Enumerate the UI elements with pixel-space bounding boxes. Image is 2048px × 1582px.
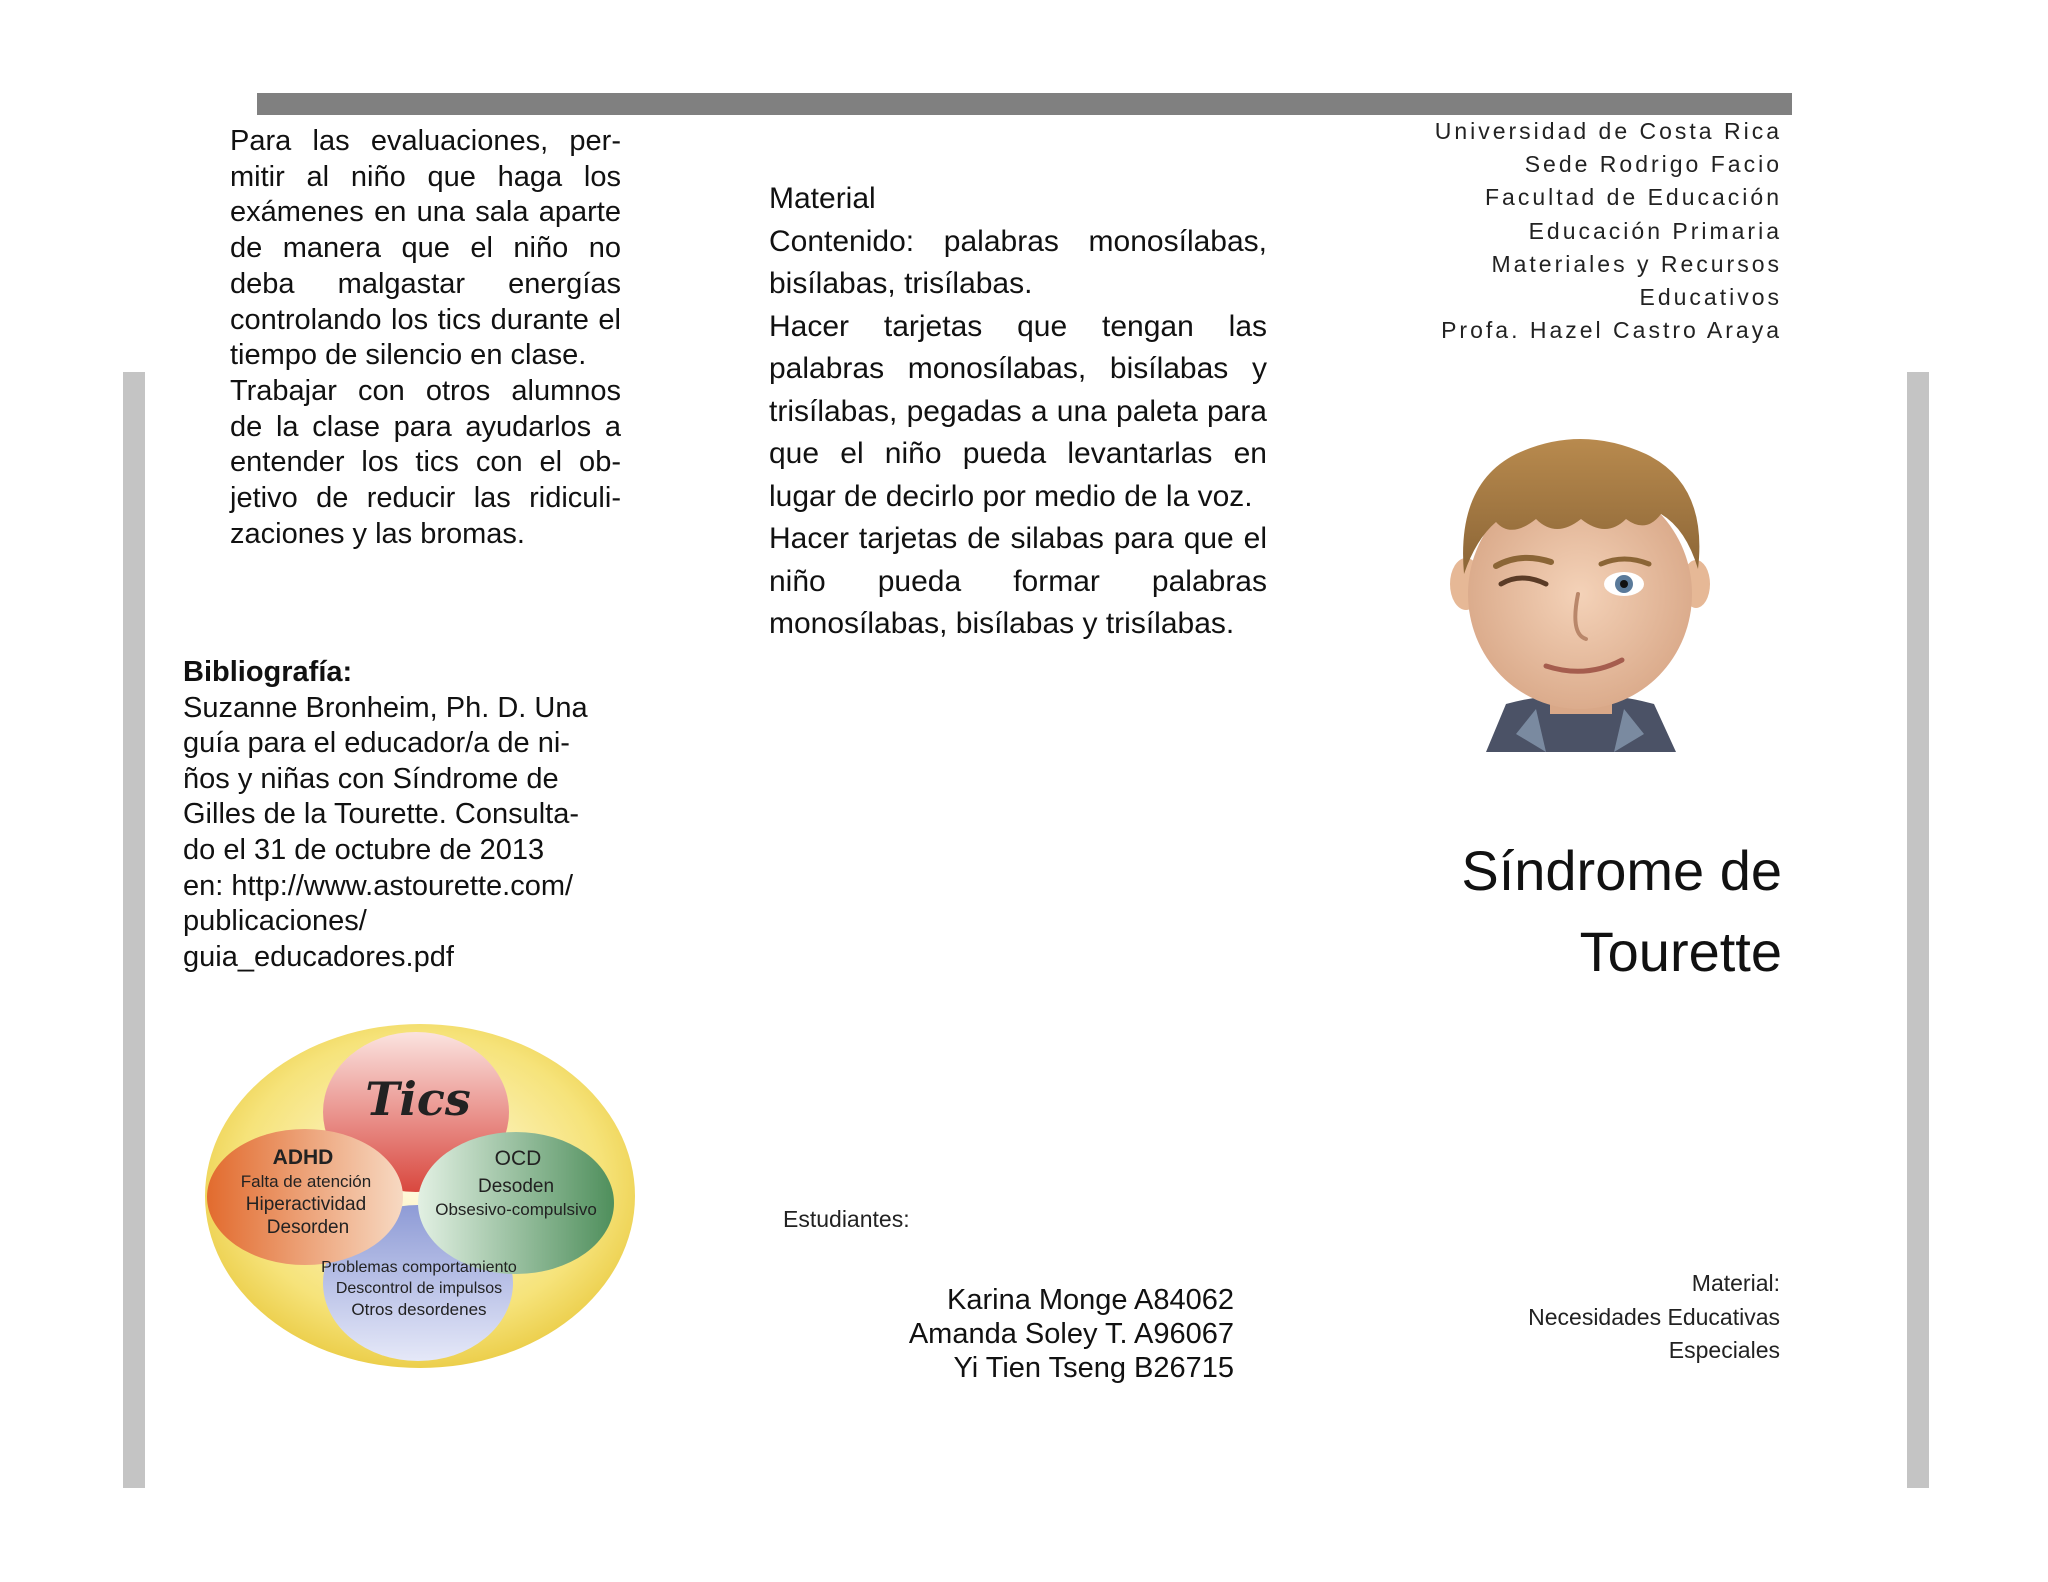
institution-line: Materiales y Recursos [1491, 250, 1782, 277]
diagram-ocd-line: Desoden [477, 1176, 555, 1197]
institution-line: Educación Primaria [1528, 217, 1782, 244]
document-title [1380, 830, 1782, 992]
material-content: Contenido: palabras monosílabas, bisílabas, trisílabas. [769, 224, 1267, 300]
diagram-other-line: Problemas comportamiento [321, 1259, 517, 1276]
diagram-tics-label: Tics [365, 1072, 471, 1126]
subject-line: Necesidades Educativas [1528, 1303, 1780, 1330]
material-activity-syllables: Hacer tarjetas de silabas para que el niño pueda formar palabras monosílabas, bisílabas y trisílabas. [769, 522, 1267, 640]
diagram-other-line: Descontrol de impulsos [335, 1280, 503, 1297]
diagram-adhd-line: Hiperactividad [245, 1194, 367, 1215]
tics-diagram [200, 1020, 640, 1372]
diagram-adhd-title: ADHD [272, 1146, 334, 1169]
diagram-ocd-line: Obsesivo-compulsivo [435, 1200, 597, 1219]
recommendation-exams: Para las evaluaciones, permitir al niño que haga los exámenes en una sala aparte de manera que el niño no deba malgastar energías controlando los tics durante el tiempo de silencio en clase. [230, 125, 621, 372]
institution-line: Educativos [1639, 284, 1782, 311]
student-name: Yi Tien Tseng B26715 [953, 1352, 1234, 1384]
left-margin-bar [123, 372, 145, 1488]
document-title-line: Síndrome de [1461, 839, 1782, 902]
subject-line: Material: [1691, 1270, 1780, 1296]
institution-line: Profa. Hazel Castro Araya [1441, 317, 1782, 344]
bibliography-reference: Suzanne Bronheim, Ph. D. Una guía para el educador/a de ni- ños y niñas con Síndrome de Gilles de la Tourette. Consulta- do el 31 de octubre de 2013 en: http://www.astourette.com/ publicaciones/ guia_educadores.pdf [183, 691, 588, 973]
diagram-adhd-line: Desorden [266, 1217, 350, 1238]
institution-line: Facultad de Educación [1485, 184, 1782, 211]
diagram-other-line: Otros desordenes [351, 1300, 487, 1319]
recommendation-classmates: Trabajar con otros alumnos de la clase para ayudarlos a entender los tics con el objetivo de reducir las ridiculizaciones y las bromas. [230, 374, 621, 550]
institution-line: Universidad de Costa Rica [1434, 118, 1782, 144]
student-name: Amanda Soley T. A96067 [908, 1318, 1234, 1350]
bibliography [183, 655, 633, 975]
institution-line: Sede Rodrigo Facio [1524, 151, 1782, 178]
right-margin-bar [1907, 372, 1929, 1488]
diagram-adhd-line: Falta de atención [240, 1172, 372, 1191]
recommendations-text [230, 124, 621, 552]
subject-line: Especiales [1668, 1337, 1780, 1363]
material-activity-cards: Hacer tarjetas que tengan las palabras monosílabas, bisílabas y trisílabas, pegadas a una paleta para que el niño pueda levantarlas en lugar de decirlo por medio de la voz. [769, 309, 1267, 513]
document-title-line: Tourette [1579, 920, 1782, 983]
students-list [850, 1283, 1234, 1385]
winking-child-photo [1446, 434, 1714, 752]
bibliography-heading: Bibliografía: [183, 656, 353, 688]
top-divider-bar [257, 93, 1792, 115]
student-name: Karina Monge A84062 [947, 1284, 1234, 1316]
diagram-ocd-title: OCD [494, 1147, 542, 1170]
students-label: Estudiantes: [783, 1206, 910, 1232]
material-title: Material [769, 182, 876, 215]
material-section [769, 178, 1267, 646]
institution-header [1290, 115, 1782, 347]
course-subject [1440, 1267, 1780, 1368]
